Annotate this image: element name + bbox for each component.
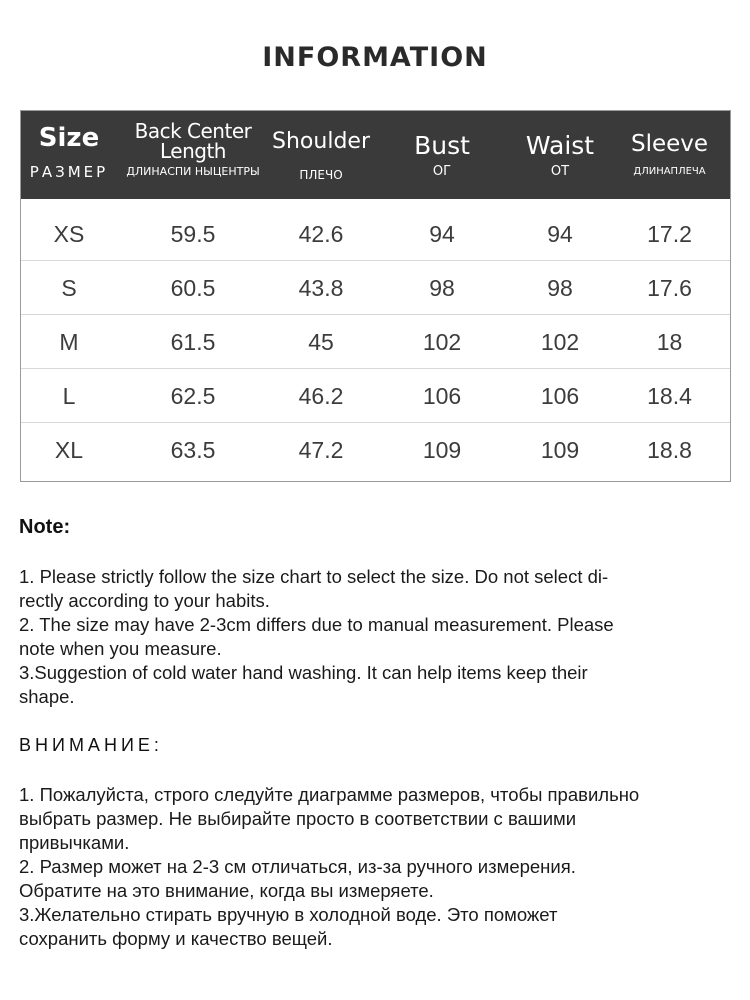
table-cell: 18.4 xyxy=(647,383,692,409)
header-label-en: Waist xyxy=(525,131,595,160)
table-cell: 94 xyxy=(547,221,573,247)
table-cell: S xyxy=(61,275,77,301)
table-row xyxy=(21,261,730,315)
table-cell: 18 xyxy=(656,329,683,355)
note-line: shape. xyxy=(19,686,75,707)
header-label-en: Shoulder xyxy=(272,129,370,154)
table-row xyxy=(21,369,730,423)
header-label-ru: ПЛЕЧО xyxy=(299,168,343,182)
table-cell: M xyxy=(59,329,79,355)
note-heading-ru: ВНИМАНИЕ: xyxy=(19,735,163,755)
header-size xyxy=(21,111,117,199)
header-label-ru: ДЛИНАПЛЕЧА xyxy=(633,166,706,177)
table-cell: 106 xyxy=(540,383,580,409)
table-cell: 42.6 xyxy=(298,221,344,247)
table-cell: 17.2 xyxy=(647,221,692,247)
table-cell: 46.2 xyxy=(298,383,344,409)
header-label-en: Bust xyxy=(414,131,470,160)
header-label-ru: РАЗМЕР xyxy=(29,163,109,181)
note-text-en xyxy=(19,565,719,709)
table-cell: XS xyxy=(53,221,85,247)
page-title: INFORMATION xyxy=(262,42,488,73)
table-cell: 47.2 xyxy=(298,437,344,463)
note-line: привычками. xyxy=(19,832,130,853)
note-line: 1. Please strictly follow the size chart to select the size. Do not select di- xyxy=(19,566,609,587)
note-line: 3.Suggestion of cold water hand washing. It can help items keep their xyxy=(19,662,588,683)
header-label-en: Sleeve xyxy=(630,131,709,157)
table-cell: 60.5 xyxy=(170,275,216,301)
note-text-ru xyxy=(19,783,719,951)
header-label-ru: ДЛИНАСПИ НЫЦЕНТРЫ xyxy=(126,165,260,178)
table-cell: 102 xyxy=(422,329,462,355)
note-heading-en: Note: xyxy=(19,516,71,538)
table-cell: 109 xyxy=(422,437,462,463)
note-line: 2. Размер может на 2-3 см отличаться, из-за ручного измерения. xyxy=(19,856,576,877)
table-cell: 109 xyxy=(540,437,580,463)
table-cell: 62.5 xyxy=(170,383,216,409)
header-bust xyxy=(373,111,511,199)
table-cell: 18.8 xyxy=(647,437,692,463)
note-line: 2. The size may have 2-3cm differs due to manual measurement. Please xyxy=(19,614,614,635)
table-row xyxy=(21,207,730,261)
header-label-en: Back Center Length xyxy=(134,119,252,163)
table-cell: 94 xyxy=(429,221,455,247)
table-cell: 102 xyxy=(540,329,580,355)
table-cell: 98 xyxy=(429,275,455,301)
table-cell: 61.5 xyxy=(170,329,216,355)
note-line: сохранить форму и качество вещей. xyxy=(19,928,333,949)
table-cell: 98 xyxy=(547,275,573,301)
table-row xyxy=(21,315,730,369)
header-label-ru: ОГ xyxy=(432,164,452,179)
table-cell: 43.8 xyxy=(298,275,344,301)
table-cell: 45 xyxy=(308,329,334,355)
note-line: Обратите на это внимание, когда вы измеряете. xyxy=(19,880,434,901)
header-label-ru: ОТ xyxy=(550,164,570,179)
note-line: rectly according to your habits. xyxy=(19,590,270,611)
table-row xyxy=(21,423,730,477)
note-line: note when you measure. xyxy=(19,638,222,659)
note-line: 1. Пожалуйста, строго следуйте диаграмме размеров, чтобы правильно xyxy=(19,784,640,805)
header-back-center-length xyxy=(117,111,269,199)
header-waist xyxy=(511,111,609,199)
table-cell: 106 xyxy=(422,383,462,409)
table-cell: 59.5 xyxy=(170,221,216,247)
table-cell: L xyxy=(62,383,76,409)
table-header xyxy=(21,111,730,199)
table-cell: 63.5 xyxy=(170,437,216,463)
table-cell: XL xyxy=(54,437,84,463)
note-line: выбрать размер. Не выбирайте просто в соответствии с вашими xyxy=(19,808,577,829)
table-cell: 17.6 xyxy=(647,275,692,301)
table-body xyxy=(21,207,730,477)
note-line: 3.Желательно стирать вручную в холодной воде. Это поможет xyxy=(19,904,558,925)
header-label-en: Size xyxy=(38,123,100,153)
header-sleeve xyxy=(609,111,730,199)
size-chart-table xyxy=(20,110,731,482)
header-shoulder xyxy=(269,111,373,199)
